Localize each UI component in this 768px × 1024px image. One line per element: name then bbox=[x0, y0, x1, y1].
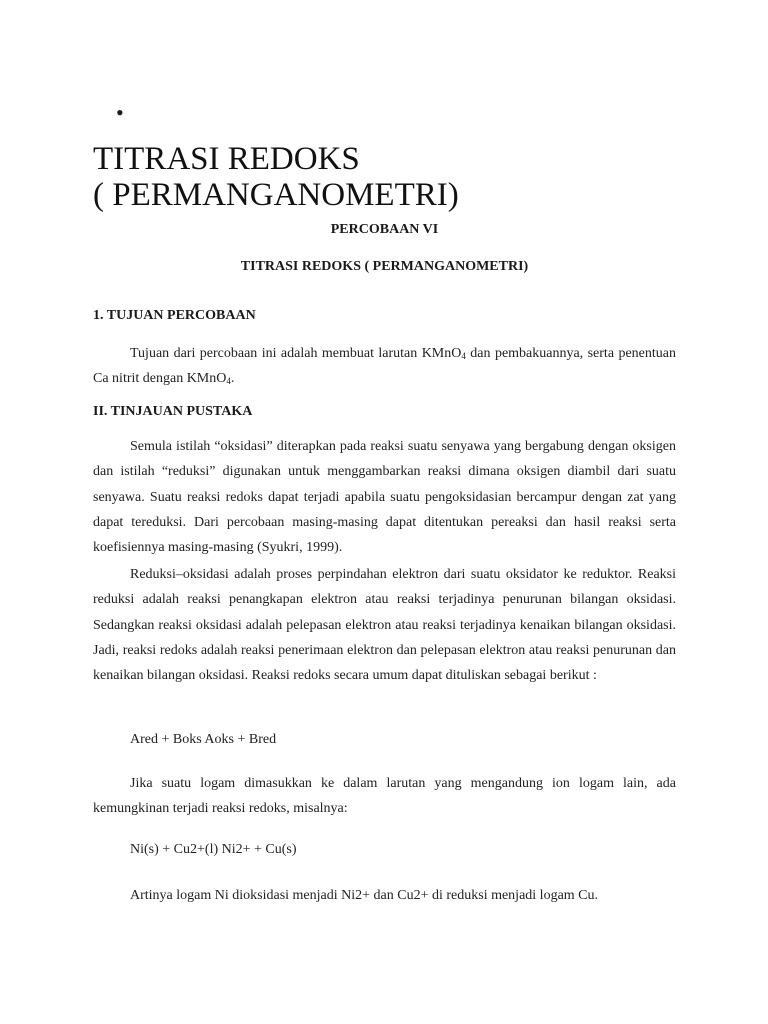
main-title bbox=[93, 141, 459, 213]
paragraph-tinjauan-3: Jika suatu logam dimasukkan ke dalam larutan yang mengandung ion logam lain, ada kemungkinan terjadi reaksi redoks, misalnya: bbox=[93, 776, 676, 817]
bullet-point: • bbox=[116, 100, 124, 125]
tujuan-text-a: Tujuan dari percobaan ini adalah membuat larutan KMnO bbox=[130, 346, 462, 361]
main-title-line-2: ( PERMANGANOMETRI) bbox=[93, 177, 459, 213]
paragraph-tinjauan-4: Artinya logam Ni dioksidasi menjadi Ni2+ dan Cu2+ di reduksi menjadi logam Cu. bbox=[130, 888, 599, 903]
tujuan-text-b: dan pembakuannya, serta penentuan Ca nitrit dengan KMnO bbox=[93, 346, 676, 387]
paragraph-tujuan bbox=[93, 341, 676, 392]
equation-ni-cu: Ni(s) + Cu2+(l) Ni2+ + Cu(s) bbox=[130, 842, 297, 857]
tujuan-subscript-b: 4 bbox=[226, 376, 231, 387]
tujuan-text-c: . bbox=[230, 371, 235, 387]
paragraph-tinjauan-1: Semula istilah “oksidasi” diterapkan pada reaksi suatu senyawa yang bergabung dengan oksigen dan istilah “reduksi” digunakan untuk menggambarkan reaksi dimana oksigen diambil dari suatu senyawa. Suatu reaksi redoks dapat terjadi apabila suatu pengoksidasian bercampur dengan zat yang dapat tereduksi. Dari percobaan masing-masing dapat ditentukan pereaksi dan hasil reaksi serta koefisiennya masing-masing (Syukri, 1999). bbox=[93, 439, 676, 556]
section-heading-tinjauan: II. TINJAUAN PUSTAKA bbox=[93, 404, 253, 419]
equation-redoks-umum: Ared + Boks Aoks + Bred bbox=[130, 732, 277, 747]
experiment-title: TITRASI REDOKS ( PERMANGANOMETRI) bbox=[240, 259, 529, 274]
main-title-line-1: TITRASI REDOKS bbox=[93, 141, 360, 177]
tujuan-subscript-a: 4 bbox=[461, 351, 466, 361]
section-heading-tujuan: 1. TUJUAN PERCOBAAN bbox=[93, 308, 256, 323]
experiment-number: PERCOBAAN VI bbox=[330, 222, 439, 237]
paragraph-tinjauan-2: Reduksi–oksidasi adalah proses perpindahan elektron dari suatu oksidator ke reduktor. Reaksi reduksi adalah reaksi penangkapan elektron atau reaksi terjadinya penurunan bilangan oksidasi. Sedangkan reaksi oksidasi adalah pelepasan elektron atau reaksi terjadinya kenaikan bilangan oksidasi. Jadi, reaksi redoks adalah reaksi penerimaan elektron dan pelepasan elektron atau reaksi penurunan dan kenaikan bilangan oksidasi. Reaksi redoks secara umum dapat dituliskan sebagai berikut : bbox=[93, 567, 676, 684]
